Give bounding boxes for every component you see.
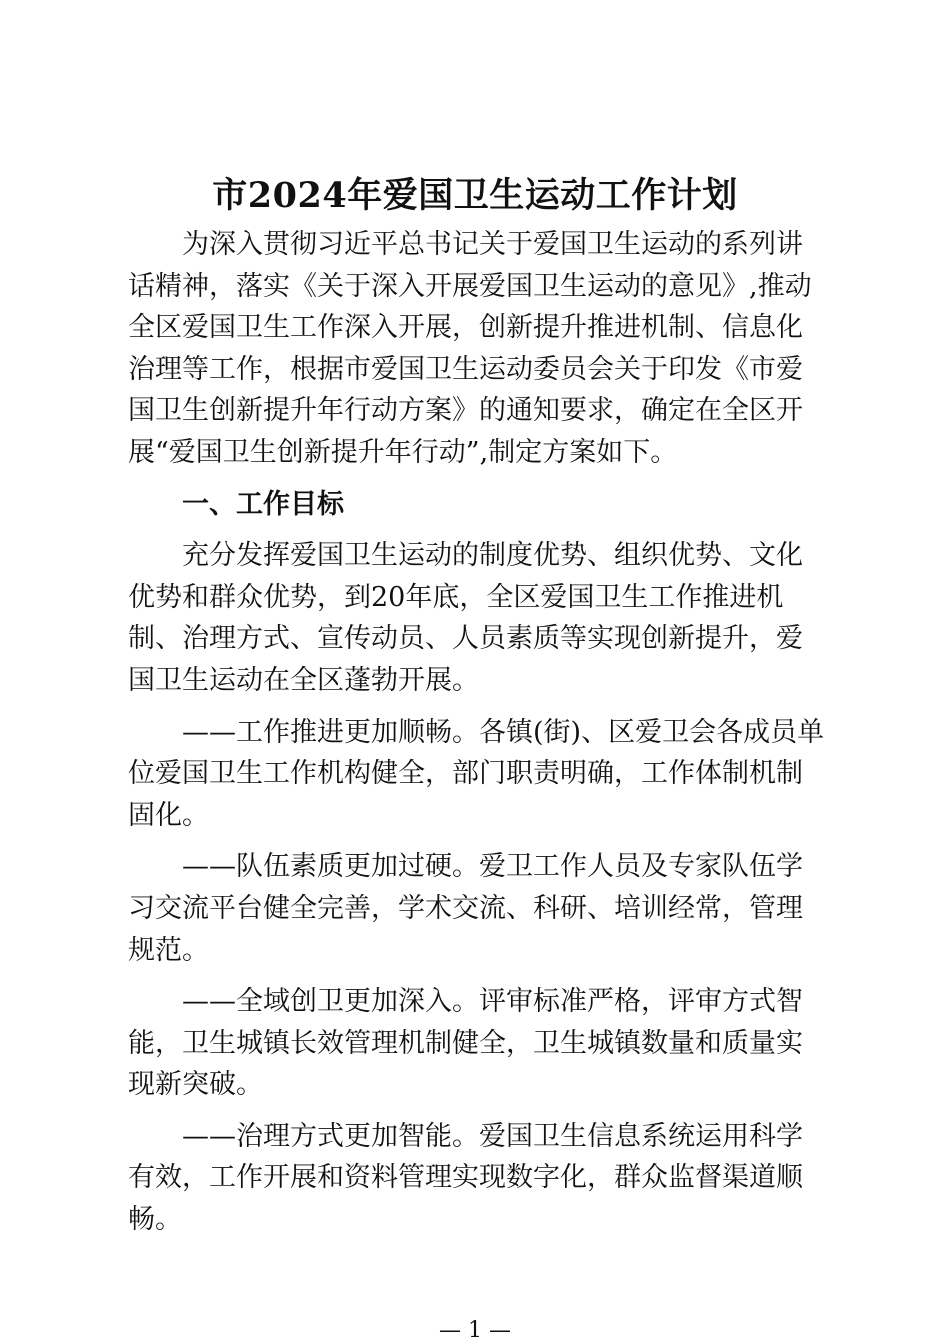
goal-item-smart-governance: ——治理方式更加智能。爱国卫生信息系统运用科学有效，工作开展和资料管理实现数字化，群众监督渠道顺畅。 bbox=[128, 1120, 803, 1236]
section-heading-work-goals: 一、工作目标 bbox=[182, 488, 344, 520]
goal-item-work-promotion: ——工作推进更加顺畅。各镇(街)、区爱卫会各成员单位爱国卫生工作机构健全，部门职责明确，工作体制机制固化。 bbox=[128, 716, 825, 831]
intro-paragraph: 为深入贯彻习近平总书记关于爱国卫生运动的系列讲话精神，落实《关于深入开展爱国卫生运动的意见》,推动全区爱国卫生工作深入开展，创新提升推进机制、信息化治理等工作，根据市爱国卫生运动委员会关于印发《市爱国卫生创新提升年行动方案》的通知要求，确定在全区开展“爱国卫生创新提升年行动”,制定方案如下。 bbox=[128, 229, 812, 468]
goal-item-team-quality: ——队伍素质更加过硬。爱卫工作人员及专家队伍学习交流平台健全完善，学术交流、科研、培训经常，管理规范。 bbox=[128, 851, 803, 966]
page-number: — 1 — bbox=[439, 1318, 511, 1343]
document-body bbox=[128, 224, 828, 1241]
goal-item-health-city: ——全域创卫更加深入。评审标准严格，评审方式智能，卫生城镇长效管理机制健全，卫生城镇数量和质量实现新突破。 bbox=[128, 986, 803, 1101]
goals-paragraph: 充分发挥爱国卫生运动的制度优势、组织优势、文化优势和群众优势，到20年底，全区爱国卫生工作推进机制、治理方式、宣传动员、人员素质等实现创新提升，爱国卫生运动在全区蓬勃开展。 bbox=[128, 540, 803, 696]
document-title: 市2024年爱国卫生运动工作计划 bbox=[212, 175, 738, 216]
